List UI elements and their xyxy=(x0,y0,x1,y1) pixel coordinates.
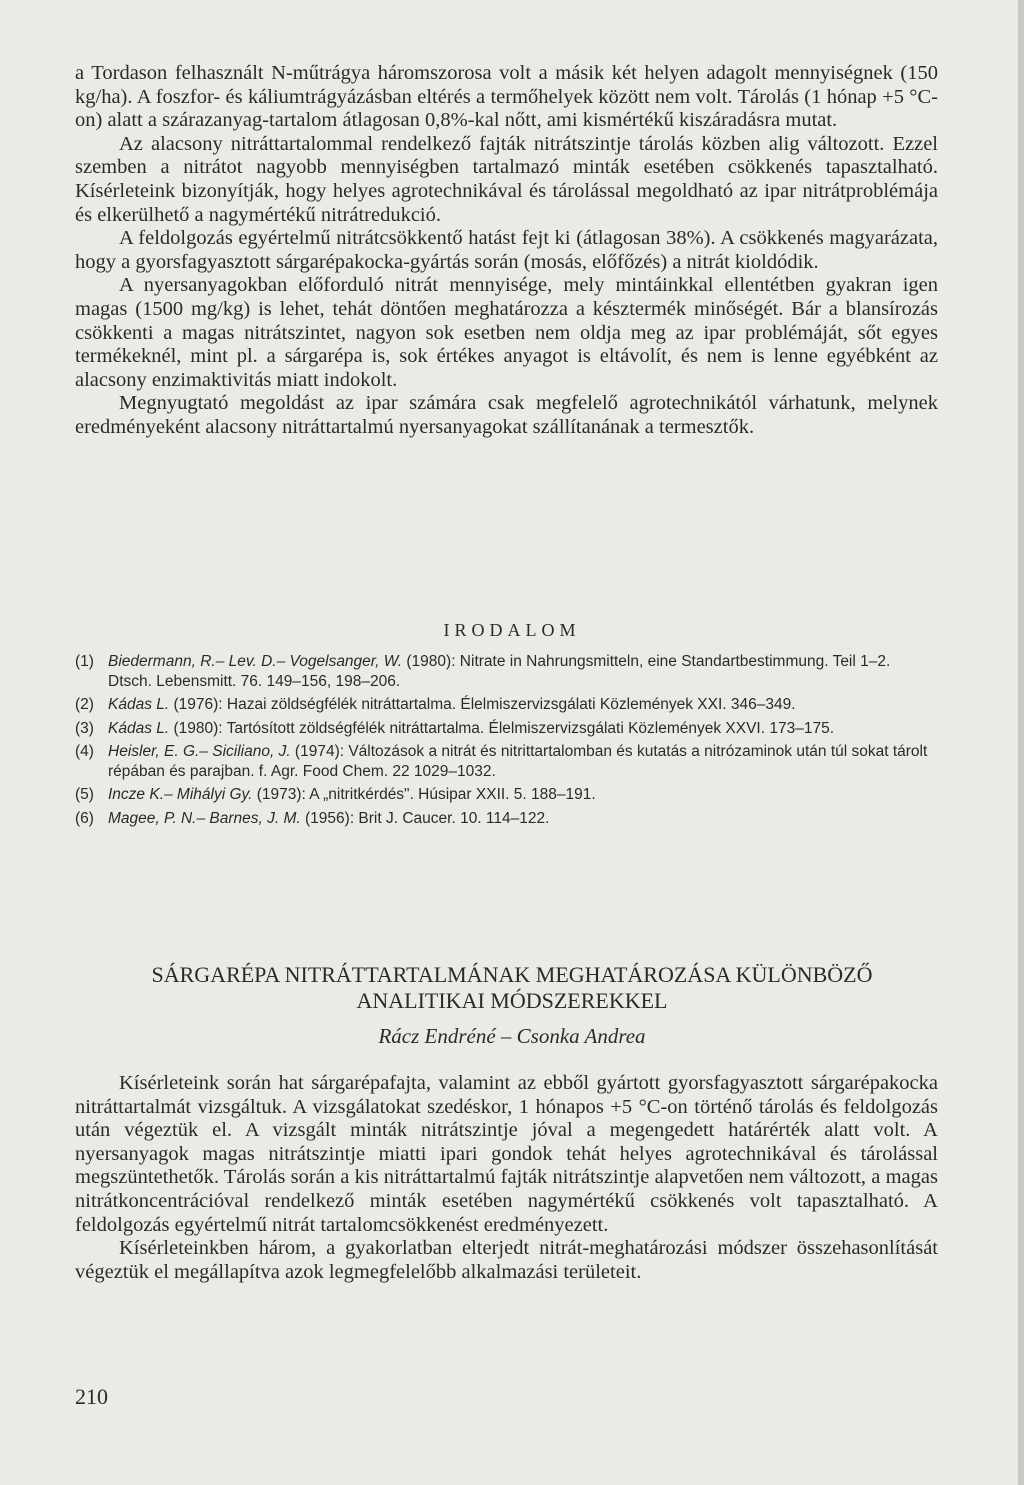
reference-details: (1976): Hazai zöldségfélék nitráttartalma. Élelmiszervizsgálati Közlemények XXI. 346–349. xyxy=(169,696,796,713)
reference-item xyxy=(75,785,938,805)
article-authors: Rácz Endréné – Csonka Andrea xyxy=(378,1024,646,1048)
page-number: 210 xyxy=(75,1384,108,1409)
body-paragraph: a Tordason felhasznált N-műtrágya háromszorosa volt a másik két helyen adagolt mennyiségnek (150 kg/ha). A foszfor- és káliumtrágyázásban eltérés a termőhelyek között nem volt. Tárolás (1 hónap +5 °C-on) alatt a szárazanyag-tartalom átlagosan 0,8%-kal nőtt, ami kismértékű kiszáradásra mutat. xyxy=(75,62,938,132)
reference-number: (3) xyxy=(75,719,94,737)
reference-authors: Kádas L. xyxy=(108,696,170,713)
reference-details: (1973): A „nitritkérdés". Húsipar XXII. 5. 188–191. xyxy=(252,786,596,803)
reference-authors: Kádas L. xyxy=(108,719,170,737)
body-paragraph: A nyersanyagokban előforduló nitrát mennyisége, mely mintáinkkal ellentétben gyakran igen magas (1500 mg/kg) is lehet, tehát döntően meghatározza a késztermék minőségét. Bár a blansírozás csökkenti a magas nitrátszintet, nagyon sok esetben nem oldja meg az ipar problémáját, sőt egyes termékeknél, mint pl. a sárgarépa is, sok értékes anyagot is eltávolít, és nem is lenne egyébként az alacsony enzimaktivitás miatt indokolt. xyxy=(75,274,938,391)
references-list xyxy=(75,652,938,832)
reference-text xyxy=(108,742,938,781)
article-title xyxy=(0,962,1024,1014)
reference-item xyxy=(75,809,938,829)
reference-item xyxy=(75,719,938,739)
reference-item xyxy=(75,742,938,781)
body-paragraph: Megnyugtató megoldást az ipar számára csak megfelelő agrotechnikától várhatunk, melynek eredményeként alacsony nitráttartalmú nyersanyagokat szállítanának a termesztők. xyxy=(75,392,938,438)
reference-text xyxy=(108,719,938,739)
article-abstract xyxy=(75,1072,938,1284)
references-heading: IRODALOM xyxy=(443,620,581,640)
article-title-line: ANALITIKAI MÓDSZEREKKEL xyxy=(356,988,668,1013)
reference-text xyxy=(108,785,938,805)
body-paragraph: A feldolgozás egyértelmű nitrátcsökkentő hatást fejt ki (átlagosan 38%). A csökkenés magyarázata, hogy a gyorsfagyasztott sárgarépakocka-gyártás során (mosás, előfőzés) a nitrát kioldódik. xyxy=(75,227,938,273)
reference-details: (1956): Brit J. Caucer. 10. 114–122. xyxy=(300,809,550,827)
reference-text xyxy=(108,695,938,715)
reference-number: (6) xyxy=(75,809,94,827)
reference-item xyxy=(75,652,938,691)
reference-details: (1980): Tartósított zöldségfélék nitráttartalma. Élelmiszervizsgálati Közlemények XXVI. 173–175. xyxy=(169,719,834,737)
reference-number: (1) xyxy=(75,653,94,670)
body-paragraph: Az alacsony nitráttartalommal rendelkező fajták nitrátszintje tárolás közben alig változott. Ezzel szemben a nitrátot nagyobb mennyiségben tartalmazó minták esetében csökkenés tapasztalható. Kísérleteink bizonyítják, hogy helyes agrotechnikával és tárolással megoldható az ipar nitrátproblémája és elkerülhető a nagymértékű nitrátredukció. xyxy=(75,132,938,226)
reference-number: (2) xyxy=(75,696,94,713)
reference-number: (5) xyxy=(75,786,94,803)
reference-authors: Magee, P. N.– Barnes, J. M. xyxy=(108,809,301,827)
reference-authors: Incze K.– Mihályi Gy. xyxy=(108,786,253,803)
continued-article-text xyxy=(75,62,938,440)
reference-authors: Biedermann, R.– Lev. D.– Vogelsanger, W. xyxy=(108,653,403,670)
reference-details: (1980): Nitrate in Nahrungsmitteln, eine Standartbestimmung. Teil 1–2. Dtsch. Lebensmitt. 76. 149–156, 198–206. xyxy=(108,653,891,690)
reference-number: (4) xyxy=(75,743,94,760)
reference-details: (1974): Változások a nitrát és nitrittartalomban és kutatás a nitrózaminok után túl sokat tárolt répában és parajban. f. Agr. Food Chem. 22 1029–1032. xyxy=(108,743,928,780)
reference-text xyxy=(108,652,938,691)
abstract-paragraph: Kísérleteinkben három, a gyakorlatban elterjedt nitrát-meghatározási módszer összehasonlítását végeztük el megállapítva azok legmegfelelőbb alkalmazási területeit. xyxy=(75,1237,938,1283)
abstract-paragraph: Kísérleteink során hat sárgarépafajta, valamint az ebből gyártott gyorsfagyasztott sárgarépakocka nitráttartalmát vizsgáltuk. A vizsgálatokat szedéskor, 1 hónapos +5 °C-on történő tárolás és feldolgozás után végeztük el. A vizsgált minták nitrátszintje jóval a megengedett határérték alatt volt. A nyersanyagok magas nitrátszintje miatti ipari gondok tehát helyes agrotechnikával és tárolással megszüntethetők. Tárolás során a kis nitráttartalmú fajták nitrátszintje alapvetően nem változott, a magas nitrátkoncentrációval rendelkező minták esetében nagymértékű csökkenés volt tapasztalható. A feldolgozás egyértelmű nitrát tartalomcsökkenést eredményezett. xyxy=(75,1072,938,1236)
reference-text xyxy=(108,809,938,829)
reference-authors: Heisler, E. G.– Siciliano, J. xyxy=(108,743,291,760)
reference-item xyxy=(75,695,938,715)
page-edge-shadow xyxy=(1018,0,1024,1485)
article-title-line: SÁRGARÉPA NITRÁTTARTALMÁNAK MEGHATÁROZÁSA KÜLÖNBÖZŐ xyxy=(151,962,873,987)
